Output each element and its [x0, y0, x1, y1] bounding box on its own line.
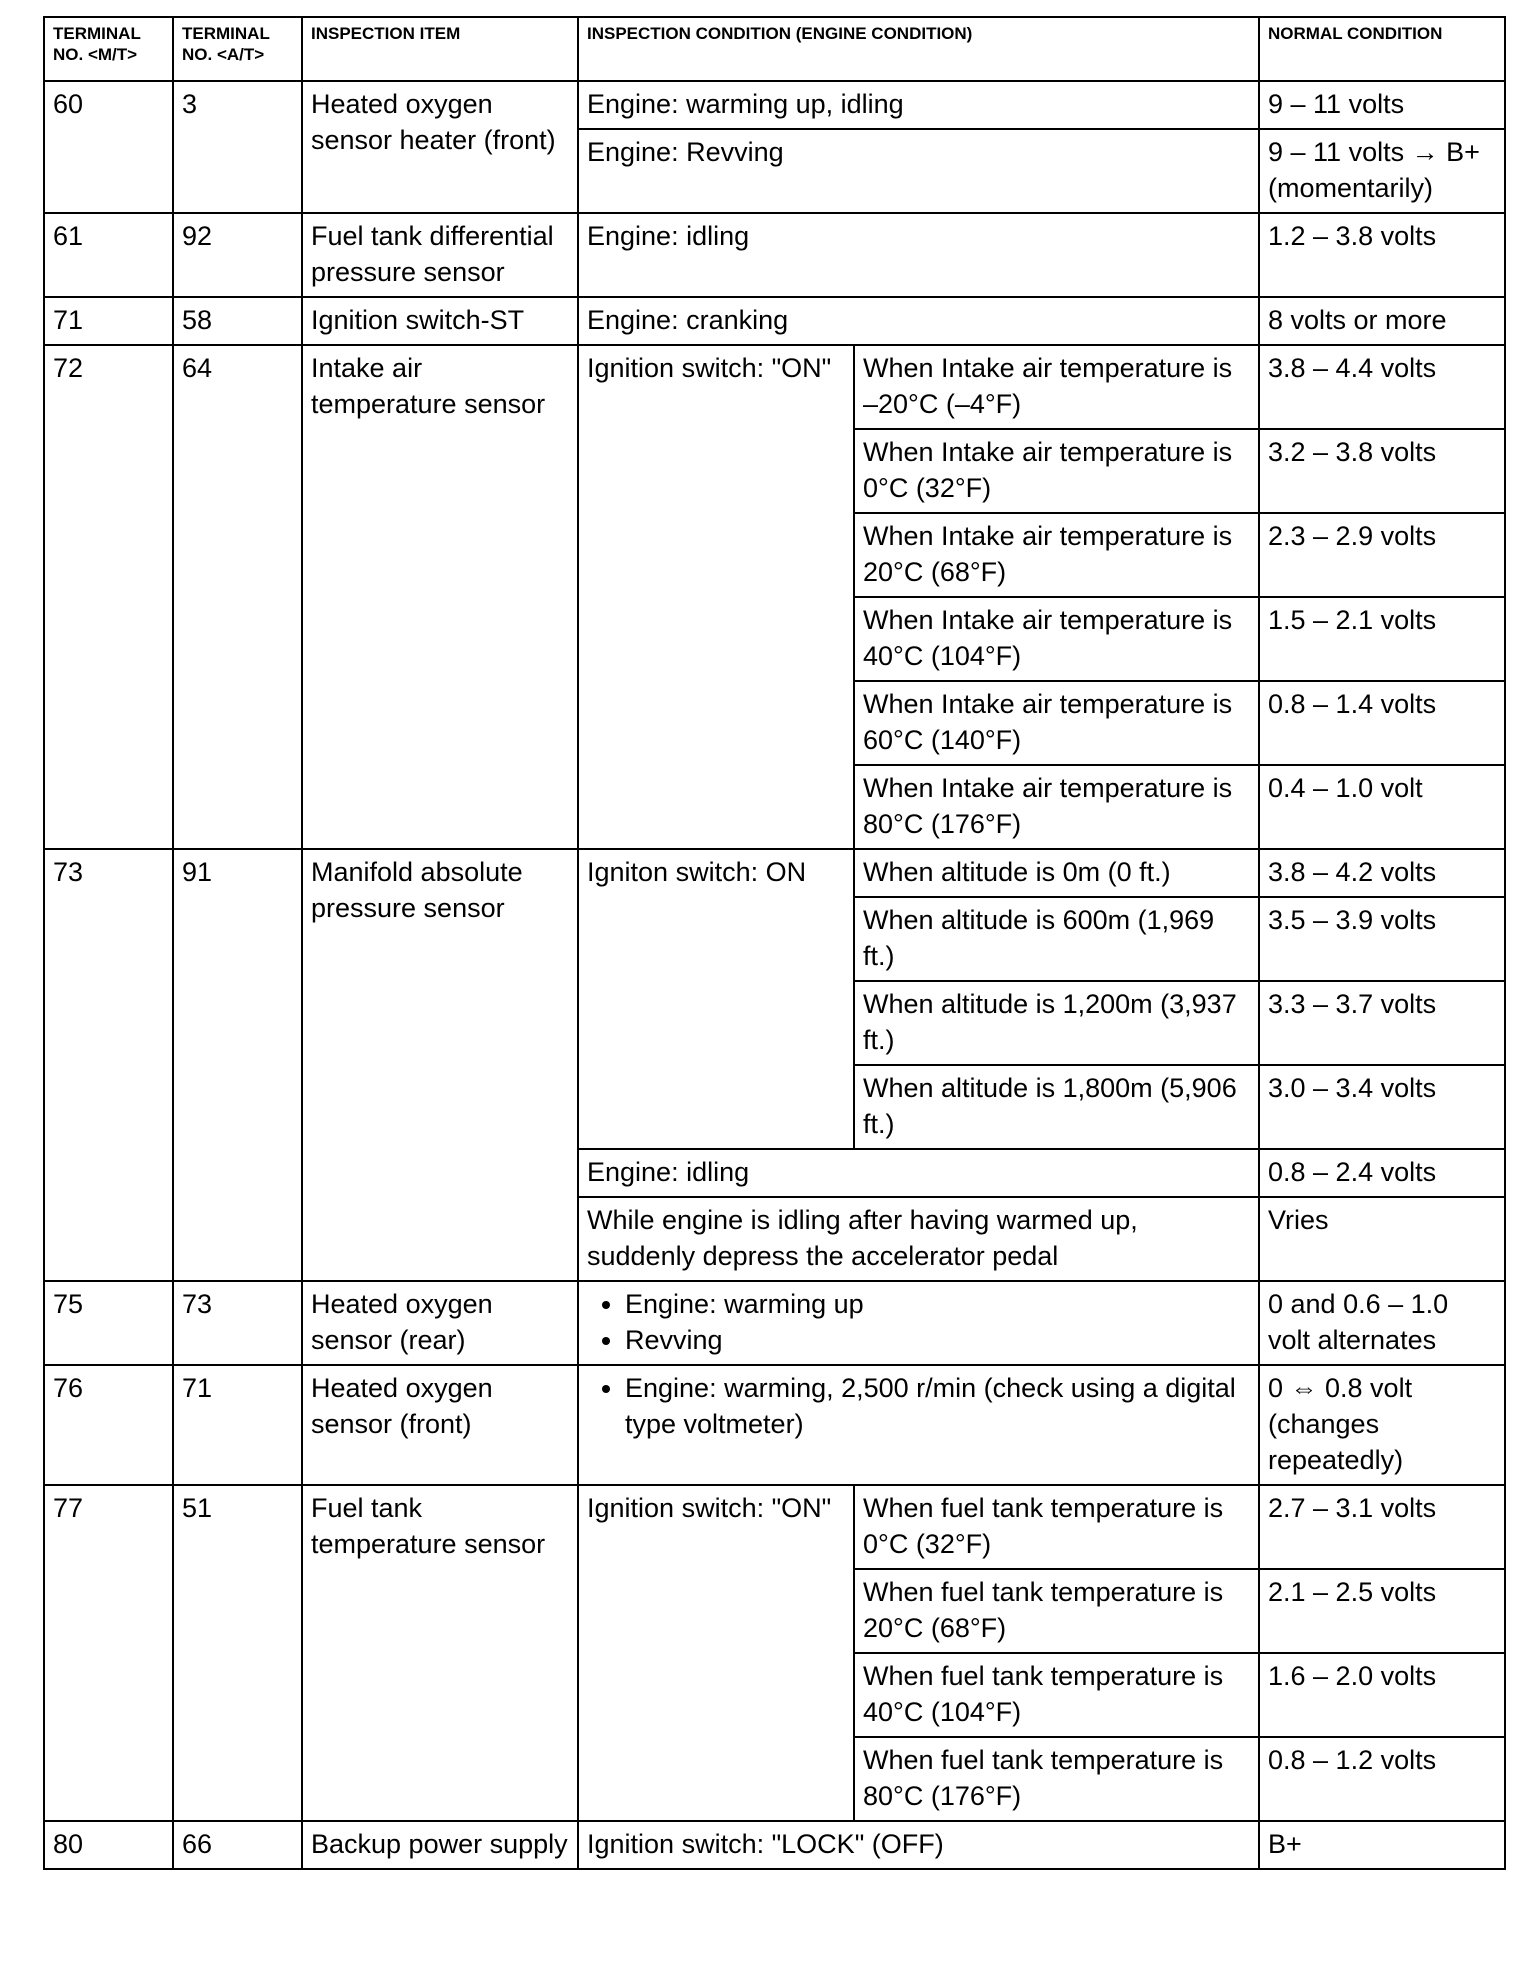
condition-bullet-list — [587, 1370, 1250, 1442]
terminal-mt-cell: 77 — [44, 1485, 173, 1821]
normal-condition-cell: 3.2 – 3.8 volts — [1259, 429, 1505, 513]
sub-condition-cell: When fuel tank temperature is 20°C (68°F) — [854, 1569, 1259, 1653]
terminal-mt-cell: 75 — [44, 1281, 173, 1365]
normal-condition-cell: 0.8 – 1.4 volts — [1259, 681, 1505, 765]
terminal-at-cell: 66 — [173, 1821, 302, 1869]
sub-condition-cell: When Intake air temperature is 20°C (68°F) — [854, 513, 1259, 597]
terminal-at-cell: 71 — [173, 1365, 302, 1485]
table-row — [44, 213, 1505, 297]
inspection-item-cell: Heated oxygen sensor heater (front) — [302, 81, 578, 213]
normal-condition-cell: 1.5 – 2.1 volts — [1259, 597, 1505, 681]
normal-condition-cell: 0.8 – 1.2 volts — [1259, 1737, 1505, 1821]
normal-condition-cell: 9 – 11 volts — [1259, 81, 1505, 129]
sub-condition-cell: When fuel tank temperature is 80°C (176°F) — [854, 1737, 1259, 1821]
normal-condition-cell: 2.7 – 3.1 volts — [1259, 1485, 1505, 1569]
terminal-inspection-table — [43, 16, 1506, 1870]
normal-condition-cell: 0.8 – 2.4 volts — [1259, 1149, 1505, 1197]
condition-cell: Engine: warming up, idling — [578, 81, 1259, 129]
terminal-at-cell: 58 — [173, 297, 302, 345]
sub-condition-cell: When Intake air temperature is 80°C (176°F) — [854, 765, 1259, 849]
inspection-item-cell: Heated oxygen sensor (rear) — [302, 1281, 578, 1365]
terminal-at-cell: 3 — [173, 81, 302, 213]
table-row — [44, 1485, 1505, 1569]
header-normal-condition: NORMAL CONDITION — [1259, 17, 1505, 81]
normal-condition-cell: 1.2 – 3.8 volts — [1259, 213, 1505, 297]
terminal-at-cell: 64 — [173, 345, 302, 849]
terminal-mt-cell: 73 — [44, 849, 173, 1281]
condition-cell: Engine: Revving — [578, 129, 1259, 213]
normal-condition-cell: 3.0 – 3.4 volts — [1259, 1065, 1505, 1149]
inspection-item-cell: Ignition switch-ST — [302, 297, 578, 345]
condition-bullet: • Revving — [625, 1322, 1250, 1358]
table-header-row — [44, 17, 1505, 81]
condition-cell: Ignition switch: "ON" — [578, 1485, 854, 1821]
terminal-mt-cell: 80 — [44, 1821, 173, 1869]
normal-condition-cell: 2.3 – 2.9 volts — [1259, 513, 1505, 597]
normal-condition-cell: 2.1 – 2.5 volts — [1259, 1569, 1505, 1653]
condition-bullet: • Engine: warming, 2,500 r/min (check using a digital type voltmeter) — [625, 1370, 1250, 1442]
condition-cell: Engine: cranking — [578, 297, 1259, 345]
normal-condition-cell: 8 volts or more — [1259, 297, 1505, 345]
normal-condition-cell: 9 – 11 volts → B+ (momentarily) — [1259, 129, 1505, 213]
normal-condition-cell: 0 and 0.6 – 1.0 volt alternates — [1259, 1281, 1505, 1365]
sub-condition-cell: When fuel tank temperature is 40°C (104°F) — [854, 1653, 1259, 1737]
sub-condition-cell: When Intake air temperature is –20°C (–4°F) — [854, 345, 1259, 429]
sub-condition-cell: When altitude is 1,800m (5,906 ft.) — [854, 1065, 1259, 1149]
inspection-item-cell: Manifold absolute pressure sensor — [302, 849, 578, 1281]
normal-condition-cell: 3.8 – 4.2 volts — [1259, 849, 1505, 897]
table-row — [44, 849, 1505, 897]
normal-condition-cell: 3.5 – 3.9 volts — [1259, 897, 1505, 981]
normal-condition-cell: 1.6 – 2.0 volts — [1259, 1653, 1505, 1737]
terminal-mt-cell: 61 — [44, 213, 173, 297]
condition-cell: Ignition switch: "ON" — [578, 345, 854, 849]
header-terminal-at: TERMINAL NO. <A/T> — [173, 17, 302, 81]
header-inspection-condition: INSPECTION CONDITION (ENGINE CONDITION) — [578, 17, 1259, 81]
terminal-at-cell: 91 — [173, 849, 302, 1281]
terminal-mt-cell: 71 — [44, 297, 173, 345]
inspection-item-cell: Fuel tank differential pressure sensor — [302, 213, 578, 297]
normal-condition-cell: 0.4 – 1.0 volt — [1259, 765, 1505, 849]
condition-bullet-list — [587, 1286, 1250, 1358]
sub-condition-cell: When altitude is 0m (0 ft.) — [854, 849, 1259, 897]
inspection-item-cell: Fuel tank temperature sensor — [302, 1485, 578, 1821]
sub-condition-cell: When Intake air temperature is 40°C (104°F) — [854, 597, 1259, 681]
table-row — [44, 81, 1505, 129]
sub-condition-cell: When Intake air temperature is 0°C (32°F) — [854, 429, 1259, 513]
inspection-item-cell: Intake air temperature sensor — [302, 345, 578, 849]
terminal-at-cell: 73 — [173, 1281, 302, 1365]
condition-cell — [578, 1365, 1259, 1485]
table-row — [44, 1281, 1505, 1365]
sub-condition-cell: When Intake air temperature is 60°C (140°F) — [854, 681, 1259, 765]
table-row — [44, 1365, 1505, 1485]
condition-bullet: • Engine: warming up — [625, 1286, 1250, 1322]
normal-condition-cell: Vries — [1259, 1197, 1505, 1281]
sub-condition-cell: When fuel tank temperature is 0°C (32°F) — [854, 1485, 1259, 1569]
terminal-mt-cell: 60 — [44, 81, 173, 213]
table-row — [44, 297, 1505, 345]
normal-condition-cell: 0 ⇔ 0.8 volt (changes repeatedly) — [1259, 1365, 1505, 1485]
terminal-at-cell: 92 — [173, 213, 302, 297]
sub-condition-cell: When altitude is 600m (1,969 ft.) — [854, 897, 1259, 981]
condition-cell: Ignition switch: "LOCK" (OFF) — [578, 1821, 1259, 1869]
terminal-mt-cell: 72 — [44, 345, 173, 849]
table-row — [44, 345, 1505, 429]
inspection-item-cell: Backup power supply — [302, 1821, 578, 1869]
header-inspection-item: INSPECTION ITEM — [302, 17, 578, 81]
condition-cell: Engine: idling — [578, 213, 1259, 297]
header-terminal-mt: TERMINAL NO. <M/T> — [44, 17, 173, 81]
condition-cell: Igniton switch: ON — [578, 849, 854, 1149]
normal-condition-cell: 3.3 – 3.7 volts — [1259, 981, 1505, 1065]
condition-cell: Engine: idling — [578, 1149, 1259, 1197]
condition-cell — [578, 1281, 1259, 1365]
normal-condition-cell: B+ — [1259, 1821, 1505, 1869]
inspection-item-cell: Heated oxygen sensor (front) — [302, 1365, 578, 1485]
condition-cell: While engine is idling after having warmed up, suddenly depress the accelerator pedal — [578, 1197, 1259, 1281]
terminal-mt-cell: 76 — [44, 1365, 173, 1485]
terminal-at-cell: 51 — [173, 1485, 302, 1821]
table-row — [44, 1821, 1505, 1869]
normal-condition-cell: 3.8 – 4.4 volts — [1259, 345, 1505, 429]
sub-condition-cell: When altitude is 1,200m (3,937 ft.) — [854, 981, 1259, 1065]
